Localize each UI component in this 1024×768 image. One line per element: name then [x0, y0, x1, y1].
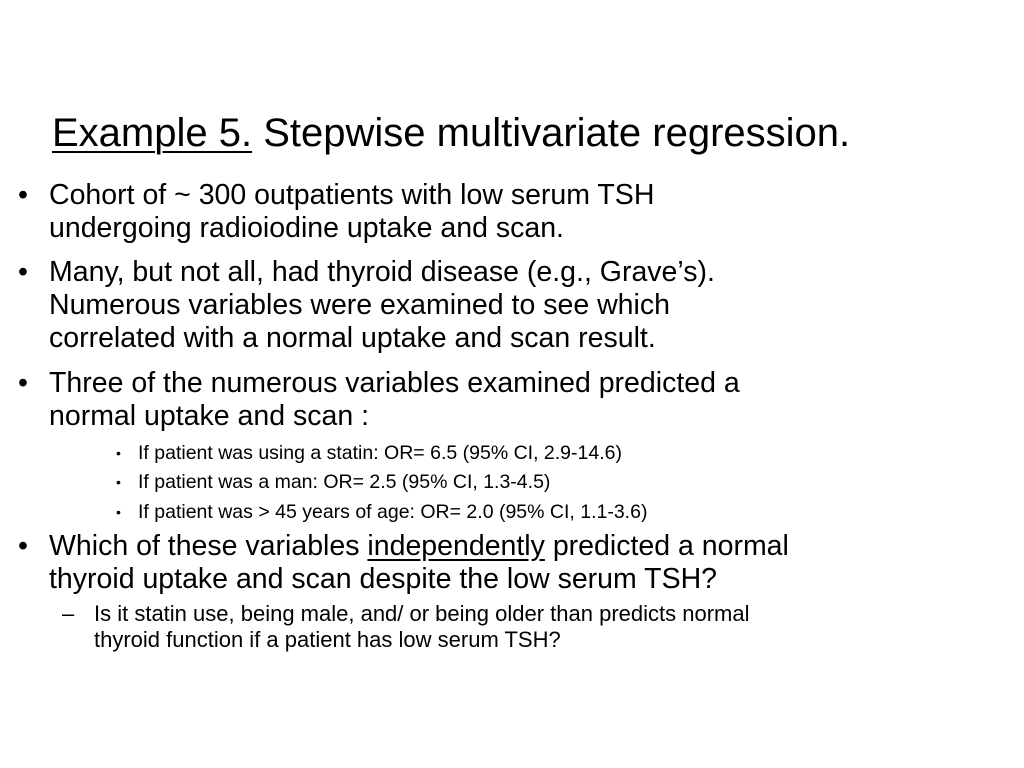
slide-title	[52, 108, 992, 158]
bullet-line: normal uptake and scan :	[49, 400, 370, 432]
sub-bullet-marker: •	[116, 504, 121, 520]
bullet-text	[49, 256, 979, 355]
sub-bullet-text: If patient was using a statin: OR= 6.5 (95% CI, 2.9-14.6)	[138, 442, 622, 464]
dash-marker: –	[62, 601, 75, 626]
bullet-line: thyroid uptake and scan despite the low serum TSH?	[49, 563, 718, 595]
bullet-line: correlated with a normal uptake and scan result.	[49, 322, 656, 354]
question-emphasis: independently	[367, 530, 545, 562]
bullet-line: Many, but not all, had thyroid disease (e.g., Grave’s).	[49, 256, 715, 288]
title-label: Example 5.	[52, 111, 253, 155]
bullet-marker: •	[18, 256, 28, 288]
dash-text	[94, 601, 749, 653]
bullet-marker: •	[18, 179, 28, 211]
dash-line: thyroid function if a patient has low serum TSH?	[94, 627, 561, 652]
bullet-text	[49, 179, 979, 245]
title-text: Stepwise multivariate regression.	[263, 111, 851, 155]
question-text-end: predicted a normal	[544, 530, 789, 562]
bullet-line: undergoing radioiodine uptake and scan.	[49, 212, 564, 244]
bullet-marker: •	[18, 530, 28, 562]
question-text-start: Which of these variables	[49, 530, 368, 562]
bullet-marker: •	[18, 367, 28, 399]
bullet-line: Cohort of ~ 300 outpatients with low serum TSH	[49, 179, 655, 211]
sub-bullet-text: If patient was a man: OR= 2.5 (95% CI, 1.3-4.5)	[138, 471, 551, 493]
bullet-line: Three of the numerous variables examined predicted a	[49, 367, 740, 399]
bullet-line	[49, 530, 979, 563]
bullet-text	[49, 367, 979, 433]
bullet-line: Numerous variables were examined to see which	[49, 289, 670, 321]
dash-line: Is it statin use, being male, and/ or being older than predicts normal	[94, 601, 750, 626]
sub-bullet-text: If patient was > 45 years of age: OR= 2.0 (95% CI, 1.1-3.6)	[138, 501, 648, 523]
sub-bullet-marker: •	[116, 445, 121, 461]
sub-bullet-marker: •	[116, 474, 121, 490]
bullet-text	[49, 530, 979, 596]
